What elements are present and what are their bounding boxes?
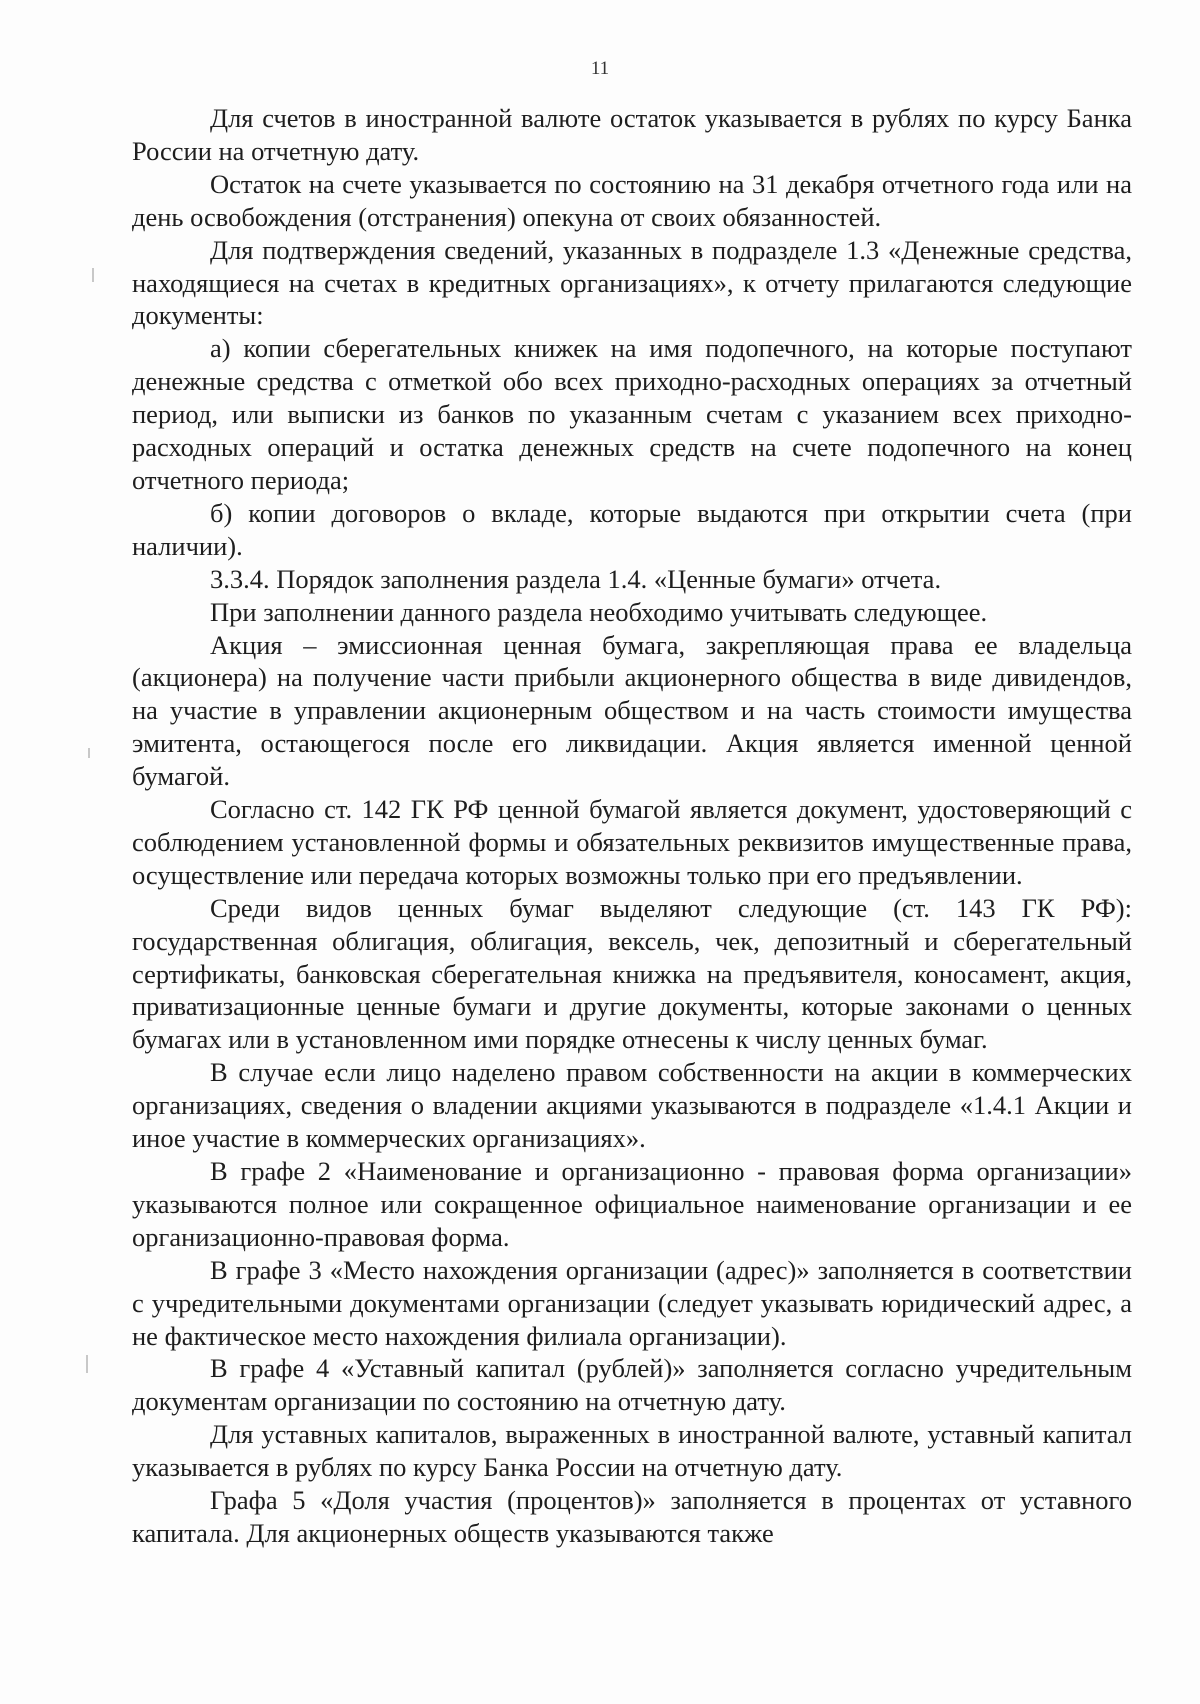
paragraph-10: Среди видов ценных бумаг выделяют следующие (ст. 143 ГК РФ): государственная облигация, облигация, вексель, чек, депозитный и сберегательный сертификаты, банковская сберегательная книжка на предъявителя, коносамент, акция, приватизационные ценные бумаги и другие документы, которые законами о ценных бумагах или в установленном ими порядке отнесены к числу ценных бумаг. <box>132 892 1132 1055</box>
paragraph-12: В графе 2 «Наименование и организационно - правовая форма организации» указываются полное или сокращенное официальное наименование организации и ее организационно-правовая форма. <box>132 1156 1132 1252</box>
body-text <box>132 102 1132 1550</box>
paragraph-16: Графа 5 «Доля участия (процентов)» заполняется в процентах от уставного капитала. Для акционерных обществ указываются также <box>132 1485 1132 1548</box>
paragraph-7: При заполнении данного раздела необходимо учитывать следующее. <box>210 596 988 627</box>
scan-speck <box>88 748 90 758</box>
paragraph-5: б) копии договоров о вкладе, которые выдаются при открытии счета (при наличии). <box>132 497 1132 561</box>
scan-speck <box>92 268 94 282</box>
paragraph-11: В случае если лицо наделено правом собственности на акции в коммерческих организациях, сведения о владении акциями указываются в подразделе «1.4.1 Акции и иное участие в коммерческих организациях». <box>132 1057 1132 1154</box>
paragraph-9: Согласно ст. 142 ГК РФ ценной бумагой является документ, удостоверяющий с соблюдением установленной формы и обязательных реквизитов имущественные права, осуществление или передача которых возможны только при его предъявлении. <box>132 794 1132 890</box>
paragraph-8: Акция – эмиссионная ценная бумага, закрепляющая права ее владельца (акционера) на получение части прибыли акционерного общества в виде дивидендов, на участие в управлении акционерным обществом и на часть стоимости имущества эмитента, остающегося после его ликвидации. Акция является именной ценной бумагой. <box>132 629 1132 792</box>
paragraph-4: а) копии сберегательных книжек на имя подопечного, на которые поступают денежные средства с отметкой обо всех приходно-расходных операциях за отчетный период, или выписки из банков по указанным счетам с указанием всех приходно-расходных операций и остатка денежных средств на счете подопечного на конец отчетного периода; <box>132 333 1132 495</box>
paragraph-2: Остаток на счете указывается по состоянию на 31 декабря отчетного года или на день освобождения (отстранения) опекуна от своих обязанностей. <box>132 168 1132 232</box>
paragraph-13: В графе 3 «Место нахождения организации (адрес)» заполняется в соответствии с учредительными документами организации (следует указывать юридический адрес, а не фактическое место нахождения филиала организации). <box>132 1254 1132 1351</box>
paragraph-15: Для уставных капиталов, выраженных в иностранной валюте, уставный капитал указывается в рублях по курсу Банка России на отчетную дату. <box>132 1419 1132 1483</box>
paragraph-1: Для счетов в иностранной валюте остаток указывается в рублях по курсу Банка России на отчетную дату. <box>132 103 1132 166</box>
paragraph-6: 3.3.4. Порядок заполнения раздела 1.4. «Ценные бумаги» отчета. <box>210 563 942 594</box>
scan-speck <box>86 1355 88 1373</box>
paragraph-14: В графе 4 «Уставный капитал (рублей)» заполняется согласно учредительным документам организации по состоянию на отчетную дату. <box>132 1353 1132 1417</box>
page-number: 11 <box>590 58 610 79</box>
paragraph-3: Для подтверждения сведений, указанных в подразделе 1.3 «Денежные средства, находящиеся на счетах в кредитных организациях», к отчету прилагаются следующие документы: <box>132 234 1132 331</box>
